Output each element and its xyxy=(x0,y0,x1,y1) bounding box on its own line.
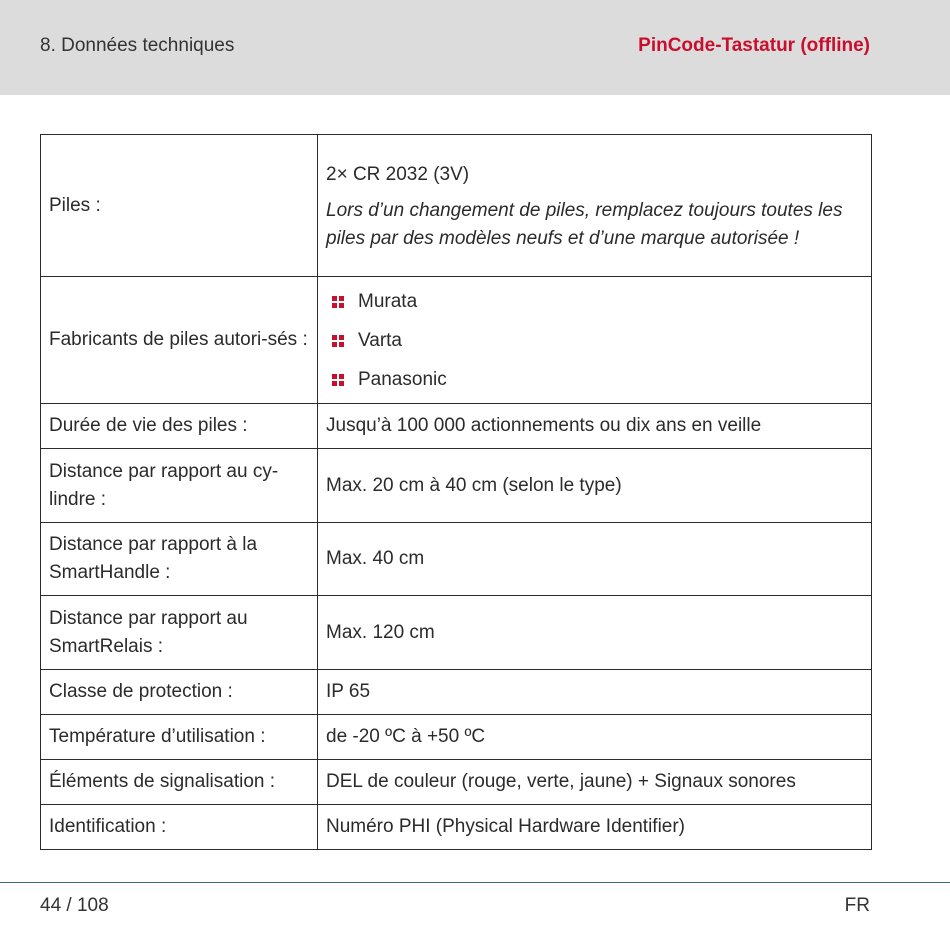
row-label: Éléments de signalisation : xyxy=(41,760,318,805)
battery-note: Lors d’un changement de piles, remplacez toujours toutes les piles par des modèles neufs et d’une marque autorisée ! xyxy=(326,199,843,249)
row-label: Classe de protection : xyxy=(41,670,318,715)
row-value: Max. 120 cm xyxy=(318,596,872,670)
spec-table xyxy=(40,134,872,850)
table-row xyxy=(41,449,872,523)
row-value: Jusqu’à 100 000 actionnements ou dix ans en veille xyxy=(318,404,872,449)
language-code: FR xyxy=(844,895,870,916)
row-value: de -20 ºC à +50 ºC xyxy=(318,715,872,760)
row-value: Max. 40 cm xyxy=(318,523,872,596)
row-value: Numéro PHI (Physical Hardware Identifier) xyxy=(318,805,872,850)
row-label: Distance par rapport au cy-lindre : xyxy=(41,449,318,523)
list-item-label: Murata xyxy=(358,291,418,312)
row-label: Identification : xyxy=(41,805,318,850)
table-row xyxy=(41,760,872,805)
table-row xyxy=(41,596,872,670)
row-value: Max. 20 cm à 40 cm (selon le type) xyxy=(318,449,872,523)
row-value: DEL de couleur (rouge, verte, jaune) + Signaux sonores xyxy=(318,760,872,805)
table-row xyxy=(41,277,872,404)
table-row xyxy=(41,404,872,449)
row-label: Distance par rapport au SmartRelais : xyxy=(41,596,318,670)
footer-divider xyxy=(0,882,950,883)
row-label: Distance par rapport à la SmartHandle : xyxy=(41,523,318,596)
table-row xyxy=(41,715,872,760)
row-value: IP 65 xyxy=(318,670,872,715)
product-title: PinCode-Tastatur (offline) xyxy=(638,35,870,56)
row-value xyxy=(318,277,872,404)
list-item-label: Varta xyxy=(358,330,403,351)
row-label: Durée de vie des piles : xyxy=(41,404,318,449)
table-row xyxy=(41,135,872,277)
table-row xyxy=(41,805,872,850)
row-label: Piles : xyxy=(41,135,318,277)
square-bullet-icon xyxy=(332,374,344,386)
table-row xyxy=(41,670,872,715)
row-label: Fabricants de piles autori-sés : xyxy=(41,277,318,404)
table-row xyxy=(41,523,872,596)
section-title: 8. Données techniques xyxy=(40,35,235,56)
page-number: 44 / 108 xyxy=(40,895,109,916)
square-bullet-icon xyxy=(332,296,344,308)
square-bullet-icon xyxy=(332,335,344,347)
page-header xyxy=(0,0,950,95)
list-item xyxy=(326,288,863,316)
battery-type: 2× CR 2032 (3V) xyxy=(326,163,470,185)
row-value xyxy=(318,135,872,277)
list-item xyxy=(326,327,863,355)
manufacturer-list xyxy=(326,280,863,400)
list-item-label: Panasonic xyxy=(358,369,447,390)
list-item xyxy=(326,366,863,394)
row-label: Température d’utilisation : xyxy=(41,715,318,760)
